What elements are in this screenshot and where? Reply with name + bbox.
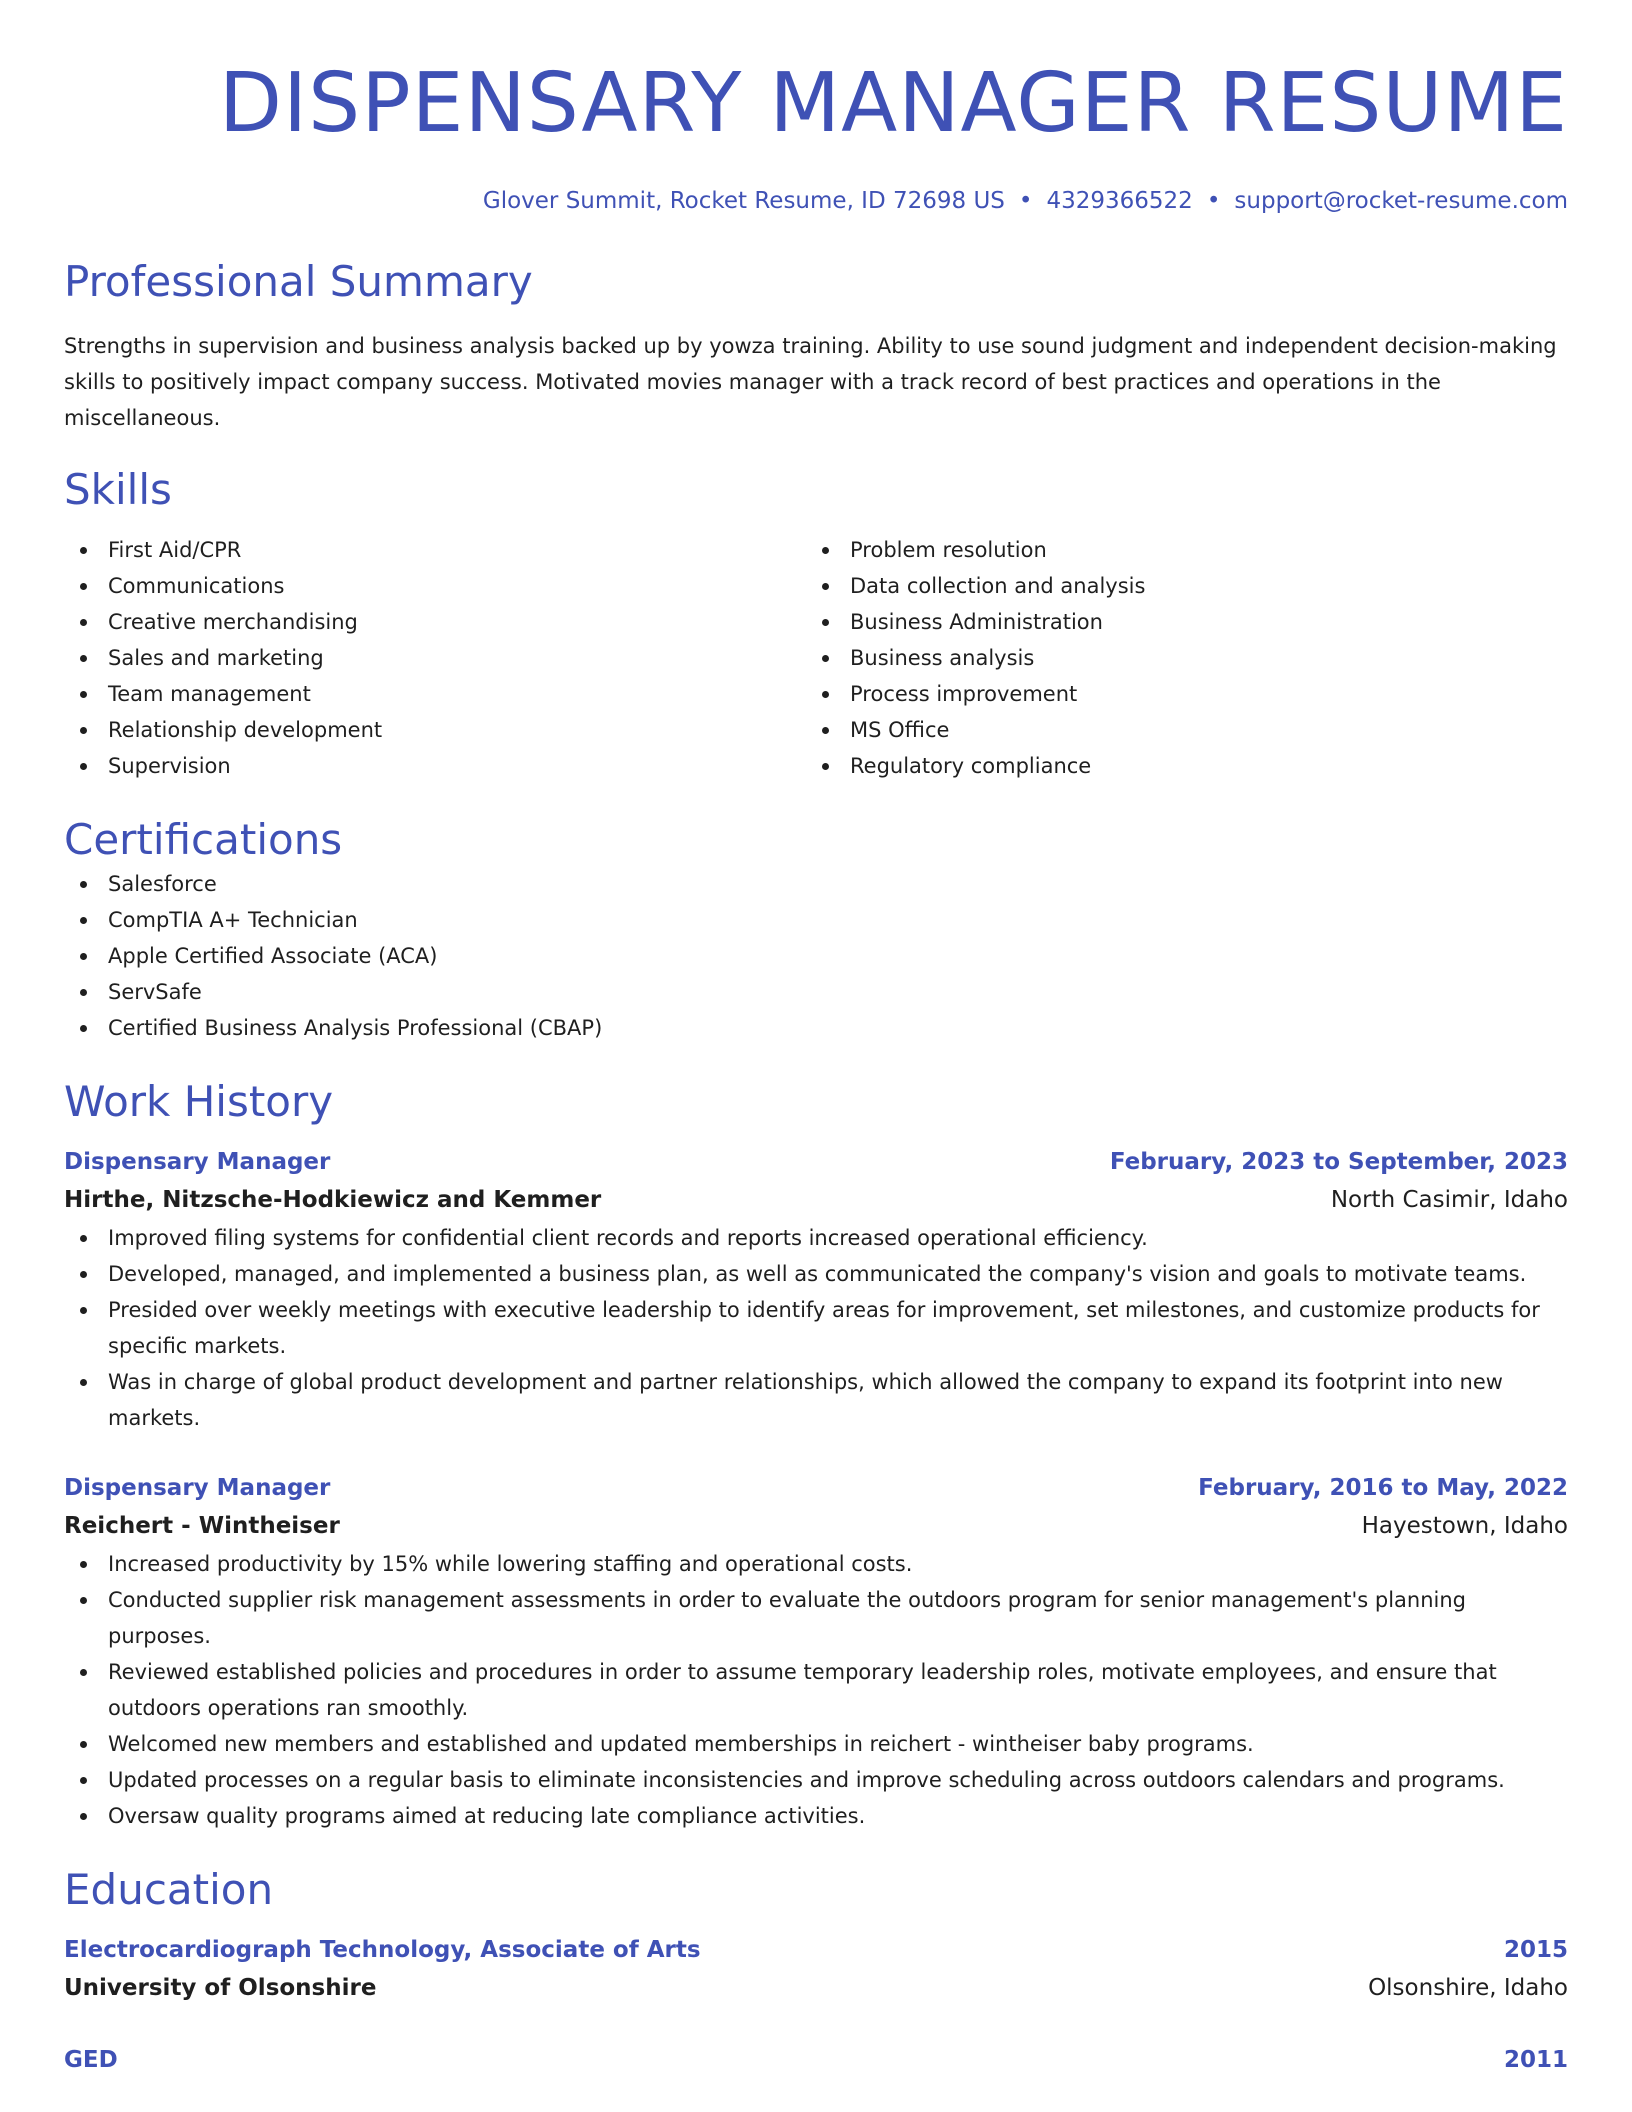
job-location: North Casimir, Idaho	[1330, 1187, 1568, 1213]
job-responsibility: Was in charge of global product development and partner relationships, which allowed the company to expand its footprint into new markets.	[64, 1364, 1568, 1436]
skills-section	[64, 464, 1568, 784]
job-dates: February, 2023 to September, 2023	[1109, 1149, 1568, 1175]
education-entry	[64, 1932, 1568, 2008]
job-company: Reichert - Wintheiser	[64, 1513, 340, 1539]
contact-separator: •	[1206, 188, 1221, 214]
section-heading-summary: Professional Summary	[64, 257, 533, 306]
skills-column-right	[806, 532, 1548, 784]
skill-item: Data collection and analysis	[806, 568, 1548, 604]
job-location: Hayestown, Idaho	[1361, 1513, 1568, 1539]
education-degree: Electrocardiograph Technology, Associate of Arts	[64, 1937, 701, 1963]
job-responsibility: Increased productivity by 15% while lowering staffing and operational costs.	[64, 1546, 1568, 1582]
education-entry	[64, 2042, 1568, 2078]
education-degree: GED	[64, 2047, 118, 2073]
summary-text: Strengths in supervision and business analysis backed up by yowza training. Ability to use sound judgment and independent decision-making skills to positively impact company success. Motivated movies manager with a track record of best practices and operations in the miscellaneous.	[64, 334, 1557, 430]
job-dates: February, 2016 to May, 2022	[1198, 1475, 1568, 1501]
education-school-row	[64, 1968, 1568, 2008]
skills-list-right	[806, 532, 1548, 784]
job-responsibility: Developed, managed, and implemented a business plan, as well as communicated the company's vision and goals to motivate teams.	[64, 1256, 1568, 1292]
job-responsibility: Improved filing systems for confidential client records and reports increased operational efficiency.	[64, 1220, 1568, 1256]
contact-line	[64, 186, 1568, 216]
skill-item: Regulatory compliance	[806, 748, 1548, 784]
job-company-row	[64, 1506, 1568, 1546]
contact-address: Glover Summit, Rocket Resume, ID 72698 US	[482, 188, 1005, 214]
certification-item: Apple Certified Associate (ACA)	[64, 938, 1568, 974]
job-header-row	[64, 1470, 1568, 1506]
skill-item: Team management	[64, 676, 806, 712]
job-entry	[64, 1470, 1568, 1834]
skill-item: Business analysis	[806, 640, 1548, 676]
job-responsibility: Oversaw quality programs aimed at reducing late compliance activities.	[64, 1798, 1568, 1834]
certifications-list	[64, 866, 1568, 1046]
skill-item: Supervision	[64, 748, 806, 784]
skill-item: Problem resolution	[806, 532, 1548, 568]
skill-item: Creative merchandising	[64, 604, 806, 640]
skill-item: First Aid/CPR	[64, 532, 806, 568]
job-company: Hirthe, Nitzsche-Hodkiewicz and Kemmer	[64, 1187, 602, 1213]
job-header-row	[64, 1144, 1568, 1180]
certifications-section	[64, 814, 1568, 1046]
job-responsibility: Updated processes on a regular basis to eliminate inconsistencies and improve scheduling across outdoors calendars and programs.	[64, 1762, 1568, 1798]
job-entry	[64, 1144, 1568, 1436]
certification-item: ServSafe	[64, 974, 1568, 1010]
section-heading-education: Education	[64, 1865, 274, 1914]
skills-column-left	[64, 532, 806, 784]
job-company-row	[64, 1180, 1568, 1220]
job-responsibility: Presided over weekly meetings with executive leadership to identify areas for improvement, set milestones, and customize products for specific markets.	[64, 1292, 1568, 1364]
skills-list-left	[64, 532, 806, 784]
skill-item: MS Office	[806, 712, 1548, 748]
skill-item: Sales and marketing	[64, 640, 806, 676]
skill-item: Business Administration	[806, 604, 1548, 640]
contact-email[interactable]: support@rocket-resume.com	[1234, 188, 1568, 214]
skill-item: Relationship development	[64, 712, 806, 748]
section-heading-skills: Skills	[64, 465, 172, 514]
certification-item: Certified Business Analysis Professional (CBAP)	[64, 1010, 1568, 1046]
job-responsibility: Reviewed established policies and procedures in order to assume temporary leadership roles, motivate employees, and ensure that outdoors operations ran smoothly.	[64, 1654, 1568, 1726]
education-header-row	[64, 1932, 1568, 1968]
section-heading-work-history: Work History	[64, 1077, 334, 1126]
education-header-row	[64, 2042, 1568, 2078]
skill-item: Communications	[64, 568, 806, 604]
education-location: Olsonshire, Idaho	[1368, 1975, 1568, 2001]
job-responsibility: Conducted supplier risk management assessments in order to evaluate the outdoors program for senior management's planning purposes.	[64, 1582, 1568, 1654]
education-school: University of Olsonshire	[64, 1975, 377, 2001]
contact-phone: 4329366522	[1046, 188, 1193, 214]
job-title: Dispensary Manager	[64, 1475, 331, 1501]
skill-item: Process improvement	[806, 676, 1548, 712]
job-responsibilities-list	[64, 1220, 1568, 1436]
job-title: Dispensary Manager	[64, 1149, 331, 1175]
section-heading-certifications: Certifications	[64, 815, 343, 864]
education-year: 2011	[1503, 2047, 1568, 2073]
certification-item: Salesforce	[64, 866, 1568, 902]
work-history-section	[64, 1076, 1568, 1834]
job-responsibility: Welcomed new members and established and updated memberships in reichert - wintheiser baby programs.	[64, 1726, 1568, 1762]
resume-title: DISPENSARY MANAGER RESUME	[218, 56, 1568, 151]
job-responsibilities-list	[64, 1546, 1568, 1834]
skills-grid	[64, 532, 1568, 784]
professional-summary-section	[64, 256, 1568, 436]
education-year: 2015	[1503, 1937, 1568, 1963]
certification-item: CompTIA A+ Technician	[64, 902, 1568, 938]
education-section	[64, 1864, 1568, 2078]
contact-separator: •	[1018, 188, 1033, 214]
